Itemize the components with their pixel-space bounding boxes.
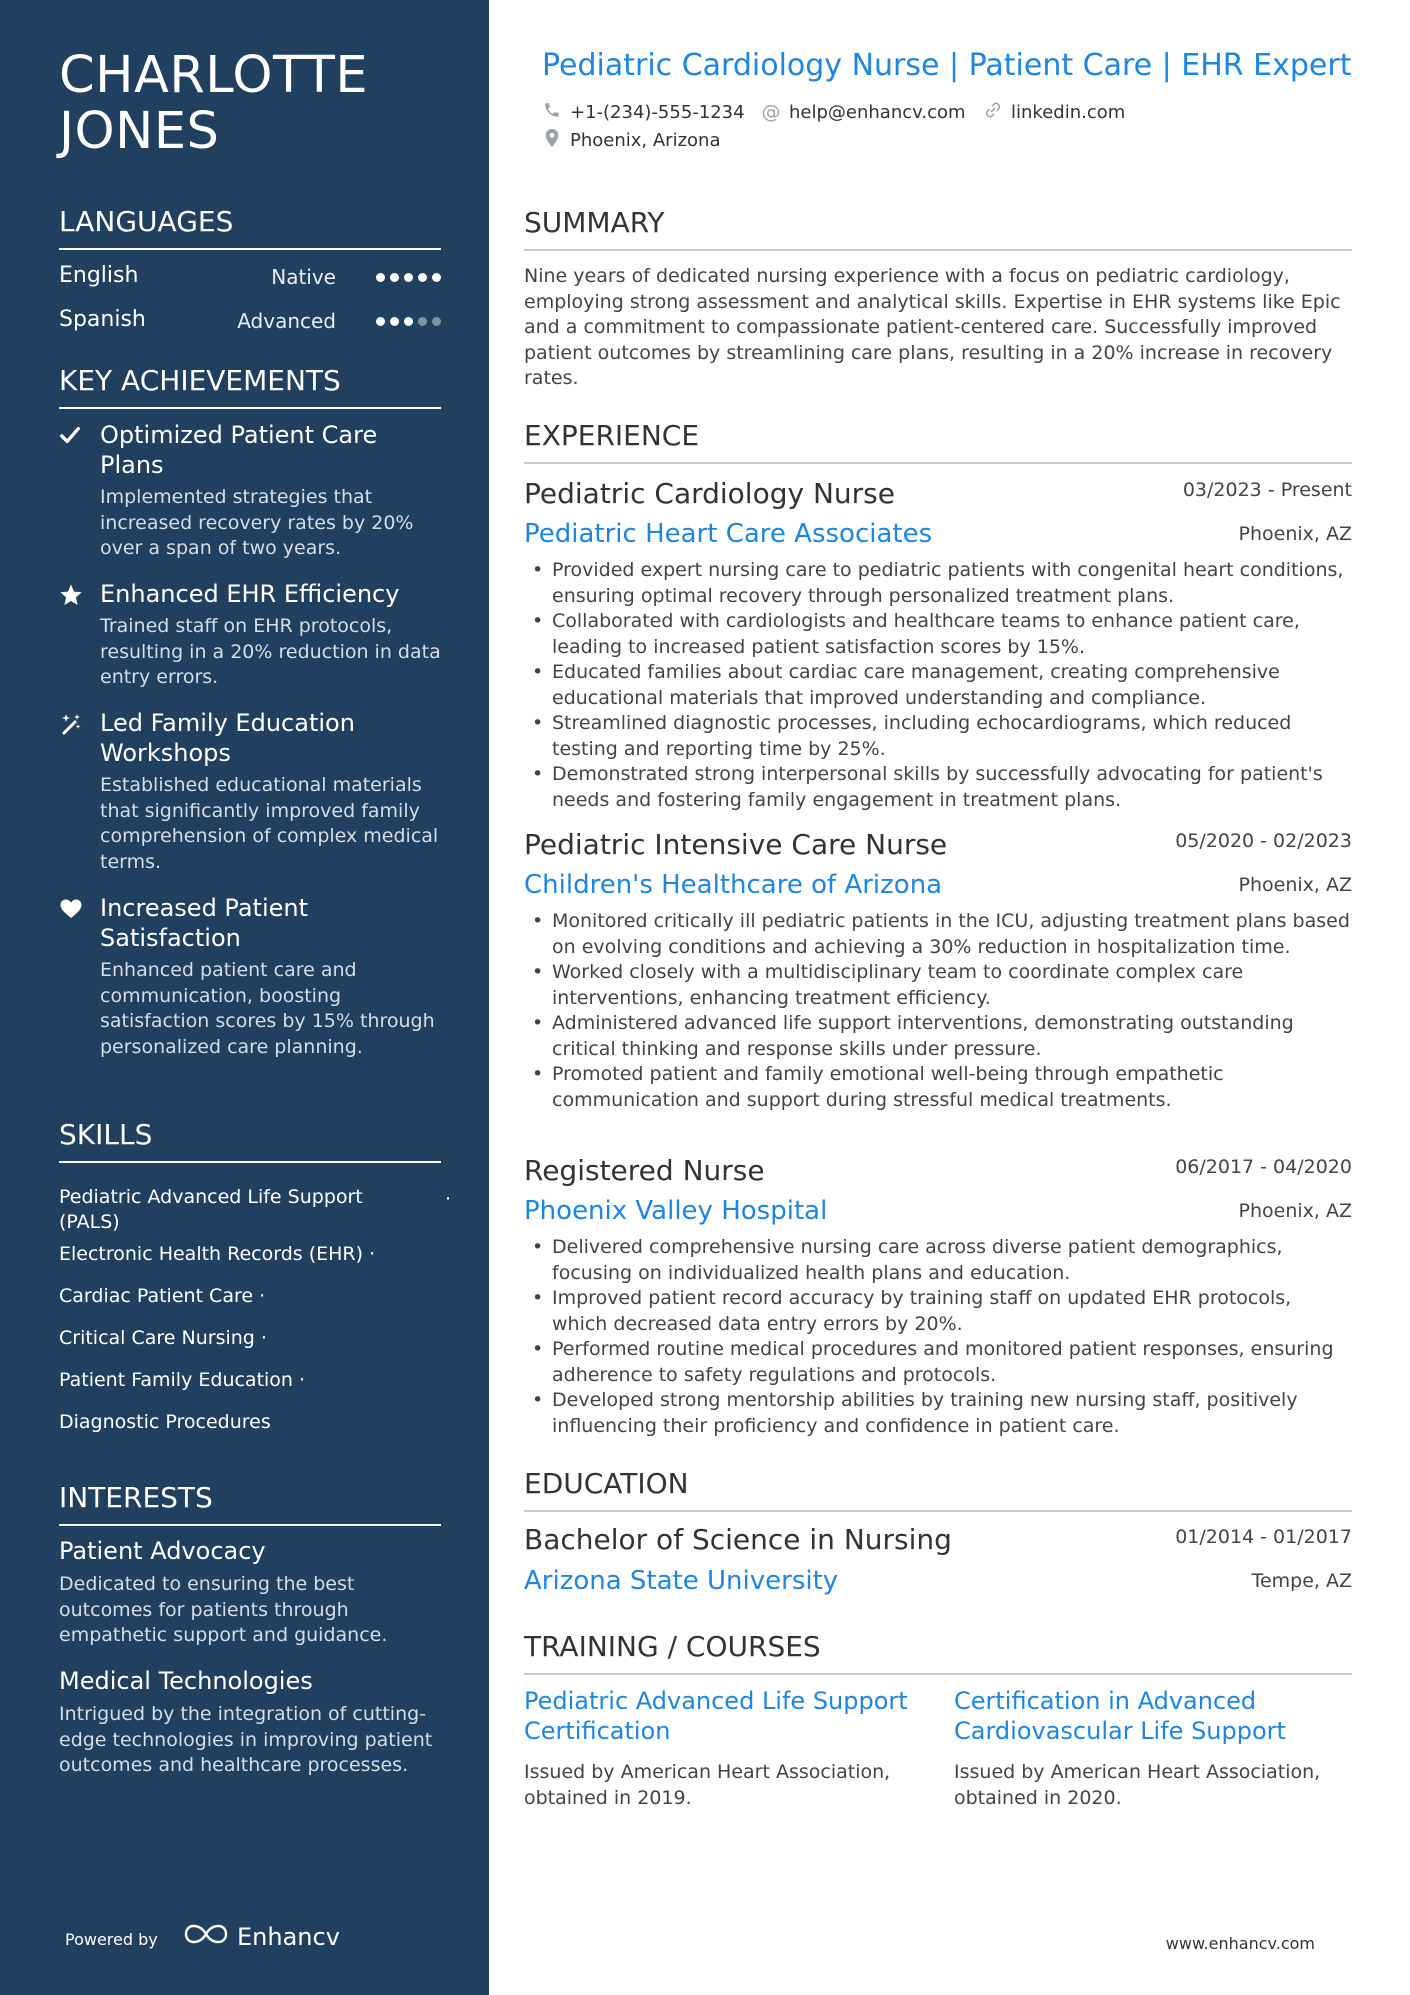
job-company[interactable]: Children's Healthcare of Arizona xyxy=(524,870,943,900)
job-title: Registered Nurse xyxy=(524,1154,765,1187)
achievement-item xyxy=(59,420,441,562)
skill-label: Electronic Health Records (EHR) xyxy=(59,1243,364,1265)
training-heading: TRAINING / COURSES xyxy=(524,1630,1352,1675)
list-item: • Performed routine medical procedures and monitored patient responses, ensuring adherence to safety regulations and protocols. xyxy=(524,1337,1352,1388)
list-item: • Worked closely with a multidisciplinary team to coordinate complex care interventions, enhancing treatment efficiency. xyxy=(524,960,1352,1011)
achievement-desc: Established educational materials that significantly improved family comprehension of complex medical terms. xyxy=(100,774,439,873)
skill-separator: · xyxy=(299,1369,306,1391)
skills-heading: SKILLS xyxy=(59,1118,441,1163)
school-location: Tempe, AZ xyxy=(1251,1570,1352,1592)
language-level: Advanced xyxy=(237,309,336,333)
interest-desc: Dedicated to ensuring the best outcomes for patients through empathetic support and guidance. xyxy=(59,1573,388,1646)
achievement-item xyxy=(59,579,441,691)
achievement-desc: Enhanced patient care and communication, boosting satisfaction scores by 15% through personalized care planning. xyxy=(100,959,435,1058)
rating-dot xyxy=(432,273,441,282)
list-item: • Monitored critically ill pediatric patients in the ICU, adjusting treatment plans based on evolving conditions and achieving a 30% reduction in hospitalization time. xyxy=(524,909,1352,960)
rating-dot xyxy=(390,317,399,326)
language-name: English xyxy=(59,263,139,288)
skill-label: Cardiac Patient Care xyxy=(59,1285,254,1307)
achievements-heading: KEY ACHIEVEMENTS xyxy=(59,364,441,409)
skill-label: Critical Care Nursing xyxy=(59,1327,255,1349)
list-item: • Streamlined diagnostic processes, including echocardiograms, which reduced testing and reporting time by 25%. xyxy=(524,711,1352,762)
phone-icon xyxy=(542,101,562,124)
skill-label: Diagnostic Procedures xyxy=(59,1411,271,1433)
language-rating xyxy=(376,273,441,282)
language-level: Native xyxy=(271,265,336,289)
powered-by-label: Powered by xyxy=(65,1930,158,1949)
rating-dot xyxy=(432,317,441,326)
job-location: Phoenix, AZ xyxy=(1238,1200,1352,1222)
skill-separator: · xyxy=(260,1327,267,1349)
skill-label: Pediatric Advanced Life Support (PALS) xyxy=(59,1186,363,1233)
course-item xyxy=(524,1686,914,1811)
website-link[interactable]: www.enhancv.com xyxy=(1165,1934,1315,1953)
list-item: • Educated families about cardiac care management, creating comprehensive educational materials that improved understanding and compliance. xyxy=(524,660,1352,711)
list-item: • Promoted patient and family emotional well-being through empathetic communication and support during stressful medical treatments. xyxy=(524,1062,1352,1113)
interest-item xyxy=(59,1536,441,1649)
school-name[interactable]: Arizona State University xyxy=(524,1566,839,1596)
interest-desc: Intrigued by the integration of cutting-edge technologies in improving patient outcomes and healthcare processes. xyxy=(59,1703,433,1776)
rating-dot xyxy=(404,273,413,282)
rating-dot xyxy=(404,317,413,326)
list-item: • Provided expert nursing care to pediatric patients with congenital heart conditions, ensuring optimal recovery through personalized treatment plans. xyxy=(524,558,1352,609)
job-dates: 06/2017 - 04/2020 xyxy=(1175,1156,1352,1178)
interest-title: Medical Technologies xyxy=(59,1667,313,1695)
skill-separator: · xyxy=(445,1188,452,1210)
job-bullets xyxy=(524,558,1352,813)
education-heading: EDUCATION xyxy=(524,1467,1352,1512)
job-company[interactable]: Phoenix Valley Hospital xyxy=(524,1196,828,1226)
job-location: Phoenix, AZ xyxy=(1238,523,1352,545)
headline: Pediatric Cardiology Nurse | Patient Care | EHR Expert xyxy=(542,48,1352,83)
sidebar xyxy=(0,0,489,1995)
skill-item xyxy=(59,1368,449,1393)
check-icon xyxy=(59,424,83,448)
location-text: Phoenix, Arizona xyxy=(570,130,721,151)
list-item: • Delivered comprehensive nursing care across diverse patient demographics, focusing on individualized health plans and education. xyxy=(524,1235,1352,1286)
experience-heading: EXPERIENCE xyxy=(524,419,1352,464)
course-title: Pediatric Advanced Life Support Certification xyxy=(524,1687,908,1745)
phone-text: +1-(234)-555-1234 xyxy=(570,102,745,123)
skill-label: Patient Family Education xyxy=(59,1369,293,1391)
star-icon xyxy=(59,583,83,607)
skill-item xyxy=(59,1284,449,1309)
job-bullets xyxy=(524,1235,1352,1439)
job-title: Pediatric Cardiology Nurse xyxy=(524,477,895,510)
contact-linkedin[interactable] xyxy=(983,101,1125,124)
infinity-icon xyxy=(183,1922,229,1952)
language-item xyxy=(59,263,441,293)
achievement-item xyxy=(59,893,441,1060)
course-item xyxy=(954,1686,1344,1811)
rating-dot xyxy=(376,317,385,326)
heart-icon xyxy=(59,897,83,921)
skill-item xyxy=(59,1242,449,1267)
achievement-item xyxy=(59,708,441,875)
list-item: • Collaborated with cardiologists and healthcare teams to enhance patient care, leading to increased patient satisfaction scores by 15%. xyxy=(524,609,1352,660)
enhancv-logo[interactable] xyxy=(183,1922,340,1952)
skill-item xyxy=(59,1326,449,1351)
achievement-desc: Implemented strategies that increased recovery rates by 20% over a span of two years. xyxy=(100,486,414,559)
list-item: • Improved patient record accuracy by training staff on updated EHR protocols, which decreased data entry errors by 20%. xyxy=(524,1286,1352,1337)
candidate-name: CHARLOTTE JONES xyxy=(59,46,369,161)
skill-item xyxy=(59,1185,369,1235)
email-text: help@enhancv.com xyxy=(789,101,966,123)
course-title: Certification in Advanced Cardiovascular Life Support xyxy=(954,1687,1286,1745)
contact-phone xyxy=(542,101,745,124)
contact-email[interactable] xyxy=(761,101,966,123)
list-item: • Developed strong mentorship abilities by training new nursing staff, positively influencing their proficiency and confidence in patient care. xyxy=(524,1388,1352,1439)
summary-text: Nine years of dedicated nursing experience with a focus on pediatric cardiology, employing strong assessment and analytical skills. Expertise in EHR systems like Epic and a commitment to compassionate patient-centered care. Successfully improved patient outcomes by streamlining care plans, resulting in a 20% increase in recovery rates. xyxy=(524,265,1341,389)
skill-separator: · xyxy=(369,1243,376,1265)
language-rating xyxy=(376,317,441,326)
rating-dot xyxy=(418,317,427,326)
languages-heading: LANGUAGES xyxy=(59,205,441,250)
rating-dot xyxy=(418,273,427,282)
summary-heading: SUMMARY xyxy=(524,206,1352,251)
achievement-title: Led Family Education Workshops xyxy=(100,709,355,767)
magic-wand-icon xyxy=(59,712,83,736)
course-desc: Issued by American Heart Association, obtained in 2019. xyxy=(524,1761,891,1809)
course-desc: Issued by American Heart Association, obtained in 2020. xyxy=(954,1761,1321,1809)
job-location: Phoenix, AZ xyxy=(1238,874,1352,896)
language-item xyxy=(59,307,441,337)
skill-item xyxy=(59,1410,449,1435)
contact-location xyxy=(542,128,720,153)
job-company[interactable]: Pediatric Heart Care Associates xyxy=(524,519,933,549)
interest-item xyxy=(59,1666,441,1779)
list-item: • Demonstrated strong interpersonal skills by successfully advocating for patient's needs and fostering family engagement in treatment plans. xyxy=(524,762,1352,813)
link-icon xyxy=(983,101,1003,124)
list-item: • Administered advanced life support interventions, demonstrating outstanding critical thinking and response skills under pressure. xyxy=(524,1011,1352,1062)
skill-separator: · xyxy=(259,1285,266,1307)
language-name: Spanish xyxy=(59,307,146,332)
education-dates: 01/2014 - 01/2017 xyxy=(1175,1526,1352,1548)
location-pin-icon xyxy=(542,128,562,153)
linkedin-text: linkedin.com xyxy=(1011,102,1126,123)
rating-dot xyxy=(376,273,385,282)
brand-name: Enhancv xyxy=(237,1923,340,1951)
interest-title: Patient Advocacy xyxy=(59,1537,266,1565)
achievement-desc: Trained staff on EHR protocols, resulting in a 20% reduction in data entry errors. xyxy=(100,615,441,688)
rating-dot xyxy=(390,273,399,282)
achievement-title: Enhanced EHR Efficiency xyxy=(100,580,400,608)
at-icon: @ xyxy=(761,101,781,123)
job-bullets xyxy=(524,909,1352,1113)
interests-heading: INTERESTS xyxy=(59,1481,441,1526)
achievement-title: Increased Patient Satisfaction xyxy=(100,894,308,952)
job-dates: 05/2020 - 02/2023 xyxy=(1175,830,1352,852)
degree-title: Bachelor of Science in Nursing xyxy=(524,1523,952,1556)
job-title: Pediatric Intensive Care Nurse xyxy=(524,828,948,861)
job-dates: 03/2023 - Present xyxy=(1182,479,1352,501)
achievement-title: Optimized Patient Care Plans xyxy=(100,421,378,479)
